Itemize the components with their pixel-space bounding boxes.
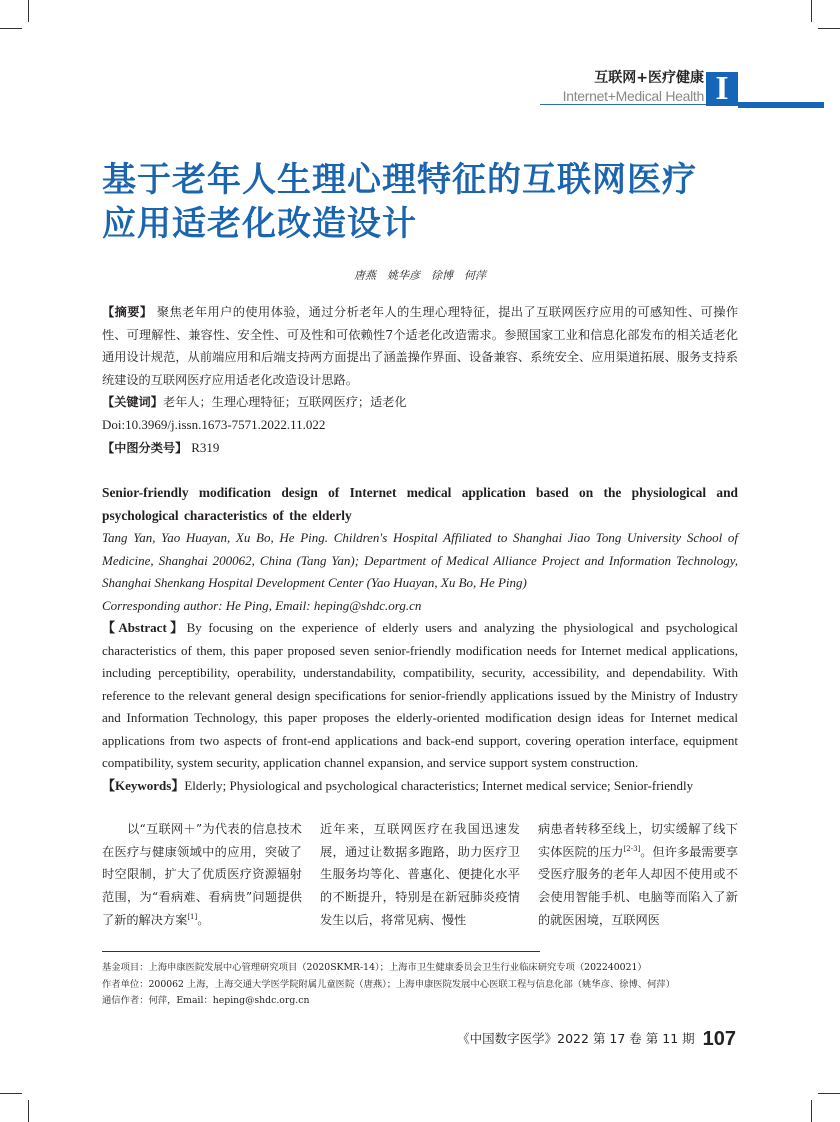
crop-mark — [28, 1100, 29, 1122]
english-authors-block — [102, 527, 738, 617]
english-abstract-block — [102, 617, 738, 797]
title-line-1: 基于老年人生理心理特征的互联网医疗 — [102, 160, 697, 200]
section-mark: I — [706, 72, 738, 106]
english-keywords: Elderly; Physiological and psychological characteristics; Internet medical service; Senior-friendly — [184, 777, 694, 793]
section-header-en: Internet+Medical Health — [562, 88, 704, 104]
article-body-flow — [102, 301, 738, 1010]
body-column-2: 近年来，互联网医疗在我国迅速发展，通过让数据多跑路，助力医疗卫生服务均等化、普惠化、便捷化水平的不断提升，特别是在新冠肺炎疫情发生以后，将常见病、慢性 — [320, 822, 520, 927]
authors: 唐燕 姚华彦 徐博 何萍 — [354, 269, 486, 282]
body-text: 以“互联网＋”为代表的信息技术在医疗与健康领域中的应用，突破了时空限制，扩大了优质医疗资源辐射范围，为“看病难、看病贵”问题提供了新的解决方案 — [102, 822, 302, 927]
clc-label: 【中图分类号】 — [102, 440, 188, 455]
crop-mark — [0, 1093, 22, 1094]
body-text: 。但许多最需要享受医疗服务的老年人却因不使用或不会使用智能手机、电脑等而陷入了新的就医困境，互联网医 — [538, 844, 739, 927]
body-columns — [102, 818, 738, 931]
doi: Doi:10.3969/j.issn.1673-7571.2022.11.022 — [102, 416, 326, 432]
footnotes — [102, 960, 738, 1010]
english-keywords-label: 【Keywords】 — [102, 777, 185, 793]
english-authors: Tang Yan, Yao Huayan, Xu Bo, He Ping. Children's Hospital Affiliated to Shanghai Jiao Tong University School of Medicine, Shanghai 200062, China (Tang Yan); Department of Medical Alliance Project and Information Technology, Shanghai Shenkang Hospital Development Center (Yao Huayan, Xu Bo, He Ping) — [102, 530, 738, 591]
citation: [1] — [187, 912, 198, 921]
crop-mark — [818, 28, 840, 29]
crop-mark — [0, 28, 22, 29]
abstract-text: 聚焦老年用户的使用体验，通过分析老年人的生理心理特征，提出了互联网医疗应用的可感知性、可操作性、可理解性、兼容性、安全性、可及性和可依赖性7个适老化改造需求。参照国家工业和信息化部发布的相关适老化通用设计规范，从前端应用和后端支持两方面提出了涵盖操作界面、设备兼容、系统安全、应用渠道拓展、服务支持系统建设的互联网医疗应用适老化改造设计思路。 — [102, 305, 739, 387]
title-line-2: 应用适老化改造设计 — [102, 204, 417, 244]
cn-abstract-block — [102, 301, 738, 459]
crop-mark — [811, 1100, 812, 1122]
journal-info: 《中国数字医学》2022 第 17 卷 第 11 期 — [457, 1031, 695, 1046]
crop-mark — [818, 1093, 840, 1094]
keywords-label: 【关键词】 — [102, 395, 163, 410]
body-text: 病患者转移至线上，切实缓解了线下实体医院的压力 — [538, 822, 738, 859]
body-column-1 — [102, 818, 302, 931]
english-abstract-label: 【Abstract】 — [102, 620, 187, 636]
abstract-label: 【摘要】 — [102, 305, 153, 319]
keywords: 老年人；生理心理特征；互联网医疗；适老化 — [162, 395, 407, 410]
body-text: 。 — [197, 912, 210, 927]
section-header-cn: 互联网+医疗健康 — [594, 70, 704, 86]
footnote-corresponding: 通信作者：何萍，Email：heping@shdc.org.cn — [102, 995, 310, 1007]
page-footer — [457, 1028, 736, 1051]
clc: R319 — [191, 439, 220, 455]
paper-title — [102, 158, 697, 246]
english-title: Senior-friendly modification design of Internet medical application based on the physiological and psychological characteristics of the elderly — [102, 485, 738, 523]
english-abstract: By focusing on the experience of elderly users and analyzing the physiological and psychological characteristics of them, this paper proposed seven senior-friendly modification needs for Internet medical applications, including perceptibility, operability, understandability, compatibility, security, accessibility, and dependability. With reference to the relevant general design specifications for senior-friendly applications issued by the Ministry of Industry and Information Technology, this paper proposes the elderly-oriented modification design ideas for Internet medical applications from two aspects of front-end applications and back-end support, covering operation interface, equipment compatibility, system security, application channel expansion, and service support system construction. — [102, 620, 738, 771]
crop-mark — [28, 0, 29, 22]
footnote-funding: 基金项目：上海申康医院发展中心管理研究项目（2020SKMR-14）；上海市卫生健康委员会卫生行业临床研究专项（202240021） — [102, 962, 647, 974]
header-bar — [738, 102, 824, 108]
footnote-rule — [102, 951, 540, 952]
citation: [2-3] — [623, 844, 641, 853]
header-rule — [540, 104, 708, 105]
footnote-affiliation: 作者单位：200062 上海，上海交通大学医学院附属儿童医院（唐燕）；上海申康医院发展中心医联工程与信息化部（姚华彦、徐博、何萍） — [102, 978, 676, 990]
body-column-3 — [538, 818, 738, 931]
corresponding-author: Corresponding author: He Ping, Email: heping@shdc.org.cn — [102, 597, 422, 613]
crop-mark — [811, 0, 812, 22]
page-number: 107 — [702, 1028, 736, 1050]
